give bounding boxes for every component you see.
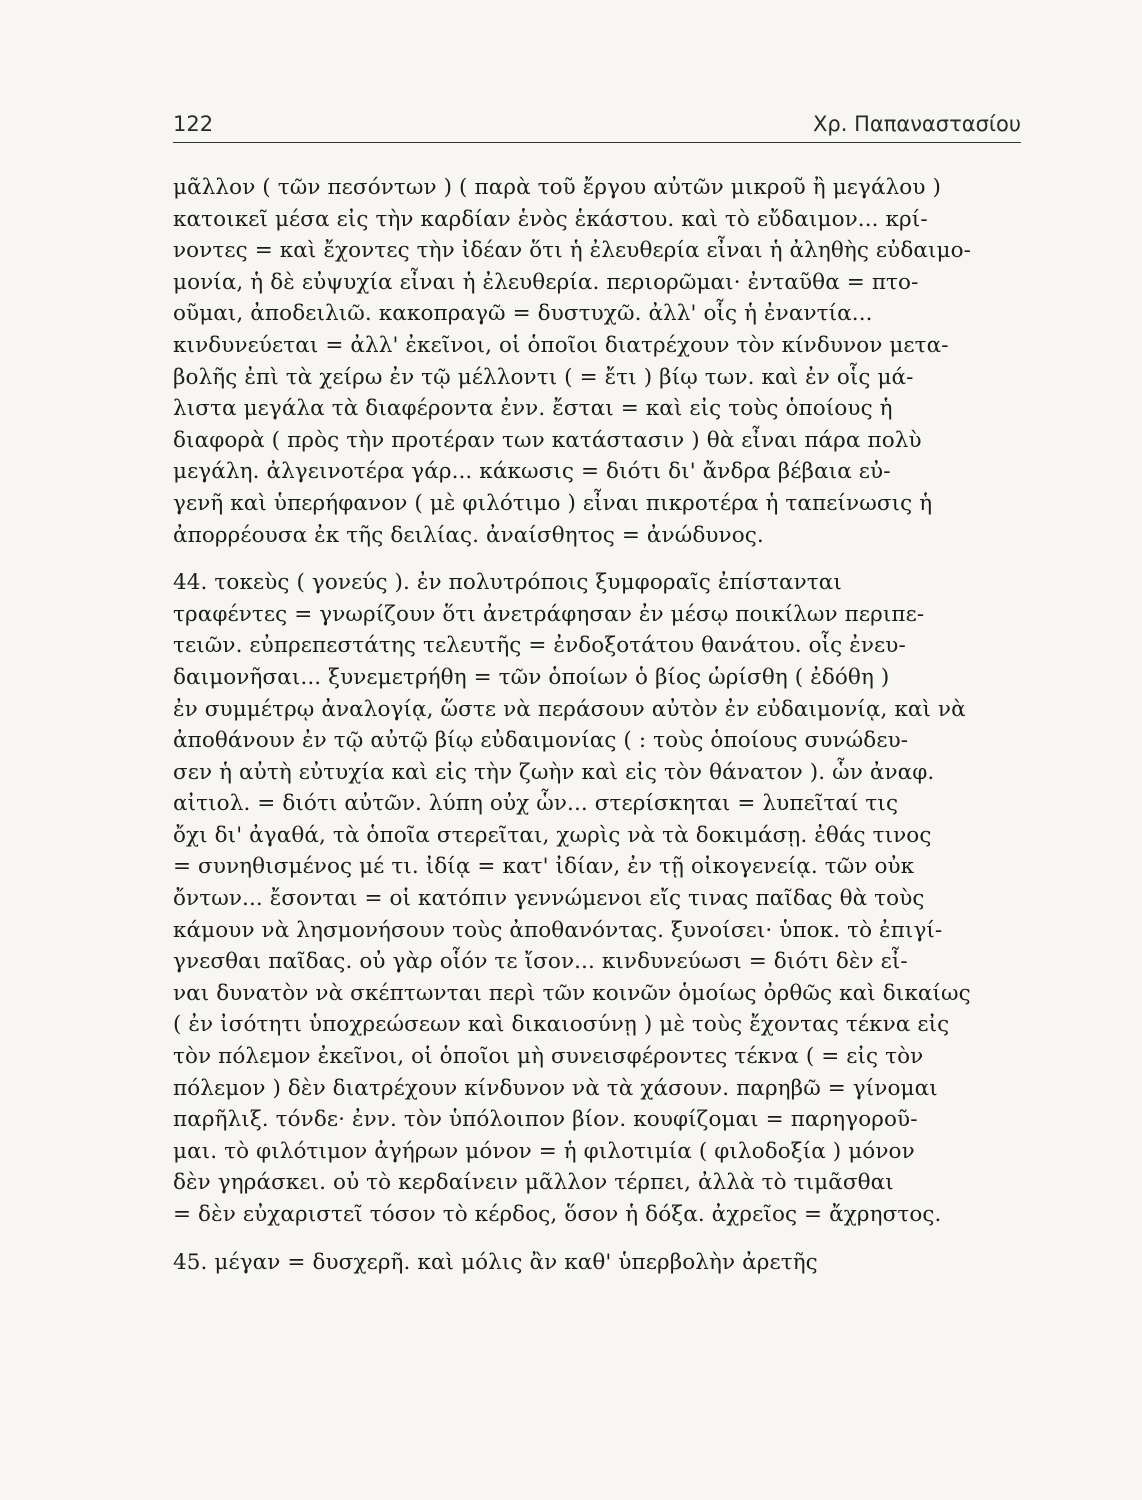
text-line: τειῶν. εὐπρεπεστάτης τελευτῆς = ἐνδοξοτάτου θανάτου. οἷς ἐνευ-: [173, 633, 906, 659]
paragraph-gap: [173, 551, 1021, 567]
text-line: μαι. τὸ φιλότιμον ἀγήρων μόνον = ἡ φιλοτιμία ( φιλοδοξία ) μόνον: [173, 1138, 915, 1164]
text-line: νοντες = καὶ ἔχοντες τὴν ἰδέαν ὅτι ἡ ἐλευθερία εἶναι ἡ ἀληθὴς εὐδαιμο-: [173, 238, 972, 264]
text-line: γνεσθαι παῖδας. οὐ γὰρ οἷόν τε ἴσον... κινδυνεύωσι = διότι δὲν εἶ-: [173, 949, 908, 975]
text-line: μονία, ἡ δὲ εὐψυχία εἶναι ἡ ἐλευθερία. περιορῶμαι· ἐνταῦθα = πτο-: [173, 269, 919, 295]
text-line: ναι δυνατὸν νὰ σκέπτωνται περὶ τῶν κοινῶν ὁμοίως ὀρθῶς καὶ δικαίως: [173, 980, 971, 1006]
text-line: ἐν συμμέτρῳ ἀναλογίᾳ, ὥστε νὰ περάσουν αὐτὸν ἐν εὐδαιμονίᾳ, καὶ νὰ: [173, 696, 966, 722]
text-line: 44. τοκεὺς ( γονεύς ). ἐν πολυτρόποις ξυμφοραῖς ἐπίστανται: [173, 570, 842, 596]
text-line: ἀποθάνουν ἐν τῷ αὐτῷ βίῳ εὐδαιμονίας ( : τοὺς ὁποίους συνώδευ-: [173, 728, 909, 754]
commentary-text: [173, 172, 1021, 1278]
text-line: λιστα μεγάλα τὰ διαφέροντα ἐνν. ἔσται = καὶ εἰς τοὺς ὁποίους ἡ: [173, 396, 893, 422]
text-line: μᾶλλον ( τῶν πεσόντων ) ( παρὰ τοῦ ἔργου αὐτῶν μικροῦ ἢ μεγάλου ): [173, 175, 941, 200]
text-line: σεν ἡ αὐτὴ εὐτυχία καὶ εἰς τὴν ζωὴν καὶ εἰς τὸν θάνατον ). ὧν ἀναφ.: [173, 759, 935, 785]
text-line: ὄντων... ἔσονται = οἱ κατόπιν γεννώμενοι εἴς τινας παῖδας θὰ τοὺς: [173, 886, 925, 912]
text-line: διαφορὰ ( πρὸς τὴν προτέραν των κατάστασιν ) θὰ εἶναι πάρα πολὺ: [173, 427, 922, 453]
text-line: τὸν πόλεμον ἐκεῖνοι, οἱ ὁποῖοι μὴ συνεισφέροντες τέκνα ( = εἰς τὸν: [173, 1044, 924, 1070]
text-line: βολῆς ἐπὶ τὰ χείρω ἐν τῷ μέλλοντι ( = ἔτι ) βίῳ των. καὶ ἐν οἷς μά-: [173, 364, 914, 390]
text-line: κατοικεῖ μέσα εἰς τὴν καρδίαν ἑνὸς ἑκάστου. καὶ τὸ εὔδαιμον... κρί-: [173, 206, 928, 232]
text-line: κάμουν νὰ λησμονήσουν τοὺς ἀποθανόντας. ξυνοίσει· ὑποκ. τὸ ἐπιγί-: [173, 917, 943, 943]
text-line: ὄχι δι' ἀγαθά, τὰ ὁποῖα στερεῖται, χωρὶς νὰ τὰ δοκιμάσῃ. ἐθάς τινος: [173, 822, 932, 848]
text-line: παρῆλιξ. τόνδε· ἐνν. τὸν ὑπόλοιπον βίον. κουφίζομαι = παρηγοροῦ-: [173, 1107, 918, 1133]
text-line: μεγάλη. ἀλγεινοτέρα γάρ... κάκωσις = διότι δι' ἄνδρα βέβαια εὐ-: [173, 459, 891, 485]
text-line: γενῆ καὶ ὑπερήφανον ( μὲ φιλότιμο ) εἶναι πικροτέρα ἡ ταπείνωσις ἡ: [173, 490, 933, 516]
text-line: = δὲν εὐχαριστεῖ τόσον τὸ κέρδος, ὅσον ἡ δόξα. ἀχρεῖος = ἄχρηστος.: [173, 1202, 942, 1227]
text-line: = συνηθισμένος μέ τι. ἰδίᾳ = κατ' ἰδίαν, ἐν τῇ οἰκογενείᾳ. τῶν οὐκ: [173, 854, 915, 880]
text-line: ἀπορρέουσα ἐκ τῆς δειλίας. ἀναίσθητος = ἀνώδυνος.: [173, 522, 764, 548]
text-line: πόλεμον ) δὲν διατρέχουν κίνδυνον νὰ τὰ χάσουν. παρηβῶ = γίνομαι: [173, 1075, 938, 1101]
page-header: [173, 98, 1021, 143]
running-head: Χρ. Παπαναστασίου: [813, 112, 1021, 136]
text-line: ( ἐν ἰσότητι ὑποχρεώσεων καὶ δικαιοσύνῃ ) μὲ τοὺς ἔχοντας τέκνα εἰς: [173, 1012, 950, 1038]
text-line: κινδυνεύεται = ἀλλ' ἐκεῖνοι, οἱ ὁποῖοι διατρέχουν τὸν κίνδυνον μετα-: [173, 332, 949, 358]
text-line: τραφέντες = γνωρίζουν ὅτι ἀνετράφησαν ἐν μέσῳ ποικίλων περιπε-: [173, 601, 925, 627]
text-line: 45. μέγαν = δυσχερῆ. καὶ μόλις ἂν καθ' ὑπερβολὴν ἀρετῆς: [173, 1249, 818, 1275]
text-line: αἰτιολ. = διότι αὐτῶν. λύπη οὐχ ὧν... στερίσκηται = λυπεῖταί τις: [173, 791, 899, 817]
text-line: οῦμαι, ἀποδειλιῶ. κακοπραγῶ = δυστυχῶ. ἀλλ' οἷς ἡ ἐναντία...: [173, 301, 873, 327]
text-line: δὲν γηράσκει. οὐ τὸ κερδαίνειν μᾶλλον τέρπει, ἀλλὰ τὸ τιμᾶσθαι: [173, 1170, 894, 1196]
text-line: δαιμονῆσαι... ξυνεμετρήθη = τῶν ὁποίων ὁ βίος ὡρίσθη ( ἐδόθη ): [173, 664, 890, 690]
paragraph-gap: [173, 1231, 1021, 1247]
page-number: 122: [173, 112, 214, 136]
